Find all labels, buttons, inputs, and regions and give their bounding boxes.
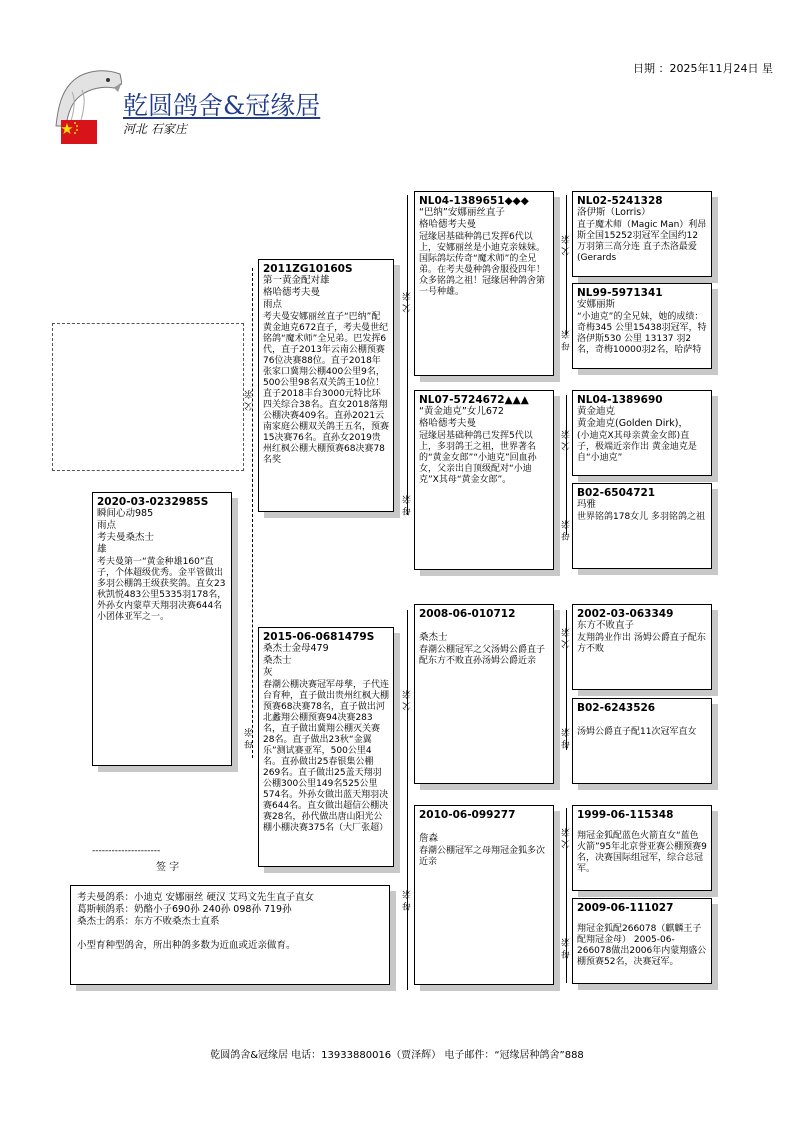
pedigree-description: 春潮公棚冠军之母翔冠金狐多次近亲 [419,846,546,867]
pedigree-description: 世界铭鸽178女儿 多羽铭鸽之祖 [577,512,706,522]
pedigree-line: 玛雅 [577,499,597,510]
dam-label: 母 亲 [245,728,255,749]
pedigree-line [419,821,549,833]
dss-card [572,604,712,690]
ss-label: 父 亲 [403,292,413,313]
subject-line: 瞬间心动985 [97,508,154,519]
sss-label: 父 亲 [562,235,572,256]
pedigree-line: 黄金迪克 [577,406,616,417]
dsd-card [572,698,712,784]
sd-label: 母 亲 [403,495,413,516]
ring-number: 2002-03-063349 [577,608,674,620]
dd-label: 母 亲 [403,890,413,911]
china-flag-icon [61,120,97,144]
subject-card [92,492,232,766]
pedigree-description: 冠缘居基础种鸽已发挥6代以上，安娜丽丝是小迪克亲妹妹。国际鸽坛传奇“魔术师”的全兄弟。在考夫曼种鸽舍服役四年！众多铭鸽之祖！冠缘居种鸽舍第一号种雄。 [419,232,546,297]
sire-connector [407,195,408,515]
ss-card [414,191,554,376]
pedigree-line: 第一黄金配对雄 [263,275,330,286]
pedigree-description: 春潮公棚决赛冠军母孳，子代连台育种，直子做出贵州红枫大棚预赛68决赛78名，直子做出河北蠡翔公棚预赛94决赛283名，直子做出冀翔公棚灭关赛28名。直子做出23秋“金翼乐”测试赛亚军，500公里4名。直孙做出25春银集公棚269名。直子做出25盖天翔羽公棚300公里149名525公里574名。外孙女做出蓝天翔羽决赛644名。直女做出超信公棚决赛28名，孙代做出唐山阳光公棚小棚决赛375名（大厂张超） [263,680,390,833]
ring-number: B02-6243526 [577,702,656,714]
pedigree-line: “黄金迪克”女儿672 [419,406,504,417]
notes-line: 考夫曼鸽系：小迪克 安娜丽丝 硬汉 艾玛文先生直子直女 [77,892,315,903]
subject-line: 雨点 [97,520,117,531]
ring-number: 2009-06-111027 [577,902,674,914]
pedigree-line: 洛伊斯（Lorris） [577,207,651,218]
photo-placeholder [52,323,244,471]
pedigree-line: 黄金迪克(Golden Dirk)， [577,418,689,429]
ss-connector [566,195,567,335]
pedigree-line: 詹森 [419,833,439,844]
ssd-label: 母 亲 [562,330,572,351]
subject-line: 考夫曼桑杰士 [97,532,155,543]
sds-card [572,390,712,476]
ddd-label: 母 亲 [562,938,572,959]
pedigree-description: 冠缘居基础种鸽已发挥5代以上，多羽鸽王之祖，世界著名的“黄金女郎”“小迪克”回血孙女，父亲出自顶级配对“小迪克”X其母“黄金女郎”。 [419,431,537,485]
notes-line: 小型育种型鸽舍，所出种鸽多数为近血或近亲做育。 [77,940,296,951]
pedigree-line: 雨点 [263,299,283,310]
pedigree-line [419,620,549,632]
pedigree-line [577,714,707,726]
print-date: 日期 ：2025年11月24日 星 [633,62,773,75]
signature-line: --------------------- [92,846,161,856]
pedigree-description: 春潮公棚冠军之父汤姆公爵直子配东方不败直孙汤姆公爵近亲 [419,645,546,666]
notes-line: 葛斯顿鸽系：奶酪小子690孙 240孙 098孙 719孙 [77,904,292,915]
pedigree-description: 直子魔术师（Magic Man）利昂斯全国15252羽冠军全国约12万羽第三高分连 直子杰洛最爱(Gerards [577,220,707,263]
ring-number: B02-6504721 [577,487,656,499]
ring-number: 2010-06-099277 [419,809,516,821]
ring-number: NL04-1389690 [577,394,663,406]
pedigree-line: 桑杰士 [419,632,448,643]
pedigree-description: 翔冠金狐配266078（麒麟王子配翔冠金母） 2005-06-266078做出2006年内蒙翔盛公棚预赛52名，决赛冠军。 [577,924,707,967]
ds-card [414,604,554,784]
pigeon-logo-icon [52,66,122,128]
sds-label: 父 亲 [562,430,572,451]
sd-card [414,390,554,570]
dd-card [414,805,554,985]
sire-card [258,259,394,512]
ring-number: 1999-06-115348 [577,809,674,821]
notes-line [77,928,383,940]
ring-number: 2015-06-0681479S [263,631,375,643]
loft-location: 河北 石家庄 [123,122,187,136]
ddd-card [572,898,712,984]
pedigree-description: 汤姆公爵直子配11次冠军直女 [577,727,697,737]
pedigree-line: 桑杰士 [263,655,292,666]
sdd-label: 母 亲 [562,520,572,541]
pedigree-line: 安娜丽斯 [577,299,616,310]
footer-contact: 乾圆鸽舍&冠缘居 电话：13933880016（贾泽辉） 电子邮件：“冠缘居种鸽舍”888 [210,1050,584,1061]
ring-number: 2011ZG10160S [263,263,353,275]
pedigree-line: 格哈德考夫曼 [419,219,477,230]
pedigree-description: “小迪克”的全兄妹，她的成绩：奇梅345 公里15438羽冠军，特洛伊斯530 公里 13137 羽2名，奇梅10000羽2名，哈萨特 [577,312,707,355]
pedigree-line: 灰 [263,667,273,678]
ds-label: 父 亲 [403,690,413,711]
ring-number: NL04-1389651◆◆◆ [419,195,529,207]
ring-number: NL07-5724672▲▲▲ [419,394,529,406]
pedigree-description: 友翔鸽业作出 汤姆公爵直子配东方不败 [577,633,706,654]
ring-number: NL02-5241328 [577,195,663,207]
ring-number: 2020-03-0232985S [97,496,209,508]
pedigree-description: 考夫曼安娜丽丝直子“巴纳”配黄金迪克672直子，考夫曼世纪铭鸽“魔术师”全兄弟。巴发挥6代，直子2013年云南公棚预赛76位决赛88位。直子2018年张家口冀翔公棚400公里9名，500公里98名双关鸽王10位！直子2018丰台3000元特比环四关综合38名。直女2018落翔公棚决赛409名。直孙2021云南家庭公棚双关鸽王五名，预赛15决赛76名。直孙女2019贵州红枫公棚大棚预赛68决赛78名奖 [263,312,390,465]
dsd-label: 母 亲 [562,728,572,749]
dds-label: 父 亲 [562,828,572,849]
dam-card [258,627,394,867]
sd-connector [566,395,567,535]
pedigree-line: “巴纳”安娜丽丝直子 [419,207,505,218]
pedigree-description: 翔冠金狐配蓝色火箭直女“蓝色火箭”95年北京誉亚赛公棚预赛9名，决赛国际组冠军，综合总冠军。 [577,831,707,874]
notes-card [70,885,390,985]
pedigree-line: 格哈德考夫曼 [263,287,321,298]
ring-number: NL99-5971341 [577,287,663,299]
pedigree-line: 桑杰士金母479 [263,643,329,654]
dam-connector [407,610,408,990]
sdd-card [572,483,712,569]
dds-card [572,805,712,891]
sss-card [572,191,712,277]
subject-description: 考夫曼第一“黄金种雄160”直子，个体超级优秀。金平管做出多羽公棚鸽王级获奖鸽。直女23秋凯悦483公里5335羽178名，外孙女内蒙草天翔羽决赛644名小团体亚军之一。 [97,557,227,622]
loft-title: 乾圆鸽舍&冠缘居 [123,91,321,120]
pedigree-line: 东方不败直子 [577,620,635,631]
pedigree-line: 格哈德考夫曼 [419,418,477,429]
ring-number: 2008-06-010712 [419,608,516,620]
signature-label: 签 字 [156,862,180,873]
dss-label: 父 亲 [562,628,572,649]
ssd-card [572,283,712,369]
subject-connector [252,268,253,758]
subject-line: 雄 [97,544,107,555]
notes-line: 桑杰士鸽系：东方不败桑杰士直系 [77,916,220,927]
pedigree-description: (小迪克X其母亲黄金女郎)直子，极端近亲作出 黄金迪克是自“小迪克” [577,431,697,463]
sire-label: 父 亲 [245,390,255,411]
